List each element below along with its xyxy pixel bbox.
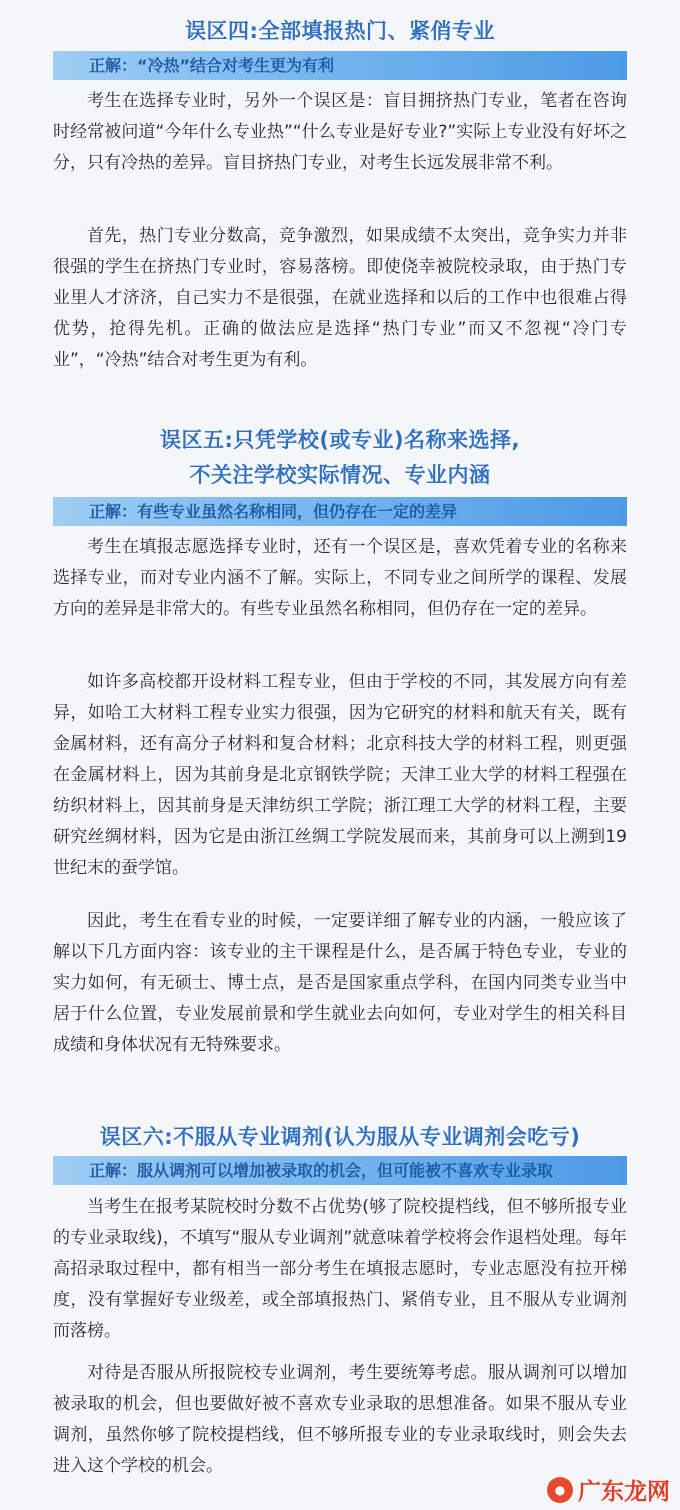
section-4-answer-text: 正解：“冷热”结合对考生更为有利 <box>89 56 335 75</box>
watermark <box>547 1473 670 1506</box>
section-6-paragraph-1: 当考生在报考某院校时分数不占优势(够了院校提档线，但不够所报专业的专业录取线)，不填写“服从专业调剂”就意味着学校将会作退档处理。每年高招录取过程中，都有相当一部分考生在填报志愿时，专业志愿没有拉开梯度，没有掌握好专业级差，或全部填报热门、紧俏专业，且不服从专业调剂而落榜。 <box>53 1197 627 1341</box>
section-4-answer-bar <box>53 51 627 80</box>
section-6-answer-bar <box>53 1156 627 1185</box>
section-5-answer-bar <box>53 497 627 526</box>
section-6-paragraph-2: 对待是否服从所报院校专业调剂，考生要统筹考虑。服从调剂可以增加被录取的机会，但也要做好被不喜欢专业录取的思想准备。如果不服从专业调剂，虽然你够了院校提档线，但不够所报专业的专业录取线时，则会失去进入这个学校的机会。 <box>53 1363 627 1476</box>
section-4-paragraph-1: 考生在选择专业时，另外一个误区是：盲目拥挤热门专业，笔者在咨询时经常被问道“今年什么专业热”“什么专业是好专业?”实际上专业没有好坏之分，只有冷热的差异。盲目挤热门专业，对考生长远发展非常不利。 <box>53 91 628 173</box>
section-5-paragraph-1: 考生在填报志愿选择专业时，还有一个误区是，喜欢凭着专业的名称来选择专业，而对专业内涵不了解。实际上，不同专业之间所学的课程、发展方向的差异是非常大的。有些专业虽然名称相同，但仍存在一定的差异。 <box>53 537 627 619</box>
section-4-paragraph-2: 首先，热门专业分数高，竞争激烈，如果成绩不太突出，竞争实力并非很强的学生在挤热门专业时，容易落榜。即使侥幸被院校录取，由于热门专业里人才济济，自己实力不是很强，在就业选择和以后的工作中也很难占得优势，抢得先机。正确的做法应是选择“热门专业”而又不忽视“冷门专业”，“冷热”结合对考生更为有利。 <box>53 226 627 370</box>
logo-circle-icon: ● <box>547 1477 573 1503</box>
section-5-answer-text: 正解：有些专业虽然名称相同，但仍存在一定的差异 <box>89 502 458 521</box>
section-6-title: 误区六:不服从专业调剂(认为服从专业调剂会吃亏) <box>99 1125 581 1149</box>
section-5-title-line-1: 误区五:只凭学校(或专业)名称来选择, <box>159 428 521 452</box>
section-5-title-line-2: 不关注学校实际情况、专业内涵 <box>189 463 491 487</box>
section-5-paragraph-2: 如许多高校都开设材料工程专业，但由于学校的不同，其发展方向有差异，如哈工大材料工程专业实力很强，因为它研究的材料和航天有关，既有金属材料，还有高分子材料和复合材料；北京科技大学的材料工程，则更强在金属材料上，因为其前身是北京钢铁学院；天津工业大学的材料工程强在纺织材料上，因其前身是天津纺织工学院；浙江理工大学的材料工程，主要研究丝绸材料，因为它是由浙江丝绸工学院发展而来，其前身可以上溯到19世纪末的蚕学馆。 <box>53 672 627 878</box>
watermark-text: 广东龙网 <box>578 1479 670 1505</box>
section-4-title: 误区四:全部填报热门、紧俏专业 <box>185 19 495 43</box>
section-6-answer-text: 正解：服从调剂可以增加被录取的机会，但可能被不喜欢专业录取 <box>89 1161 554 1180</box>
section-5-paragraph-3: 因此，考生在看专业的时候，一定要详细了解专业的内涵，一般应该了解以下几方面内容：该专业的主干课程是什么，是否属于特色专业，专业的实力如何，有无硕士、博士点，是否是国家重点学科，在国内同类专业当中居于什么位置，专业发展前景和学生就业去向如何，专业对学生的相关科目成绩和身体状况有无特殊要求。 <box>53 911 627 1055</box>
